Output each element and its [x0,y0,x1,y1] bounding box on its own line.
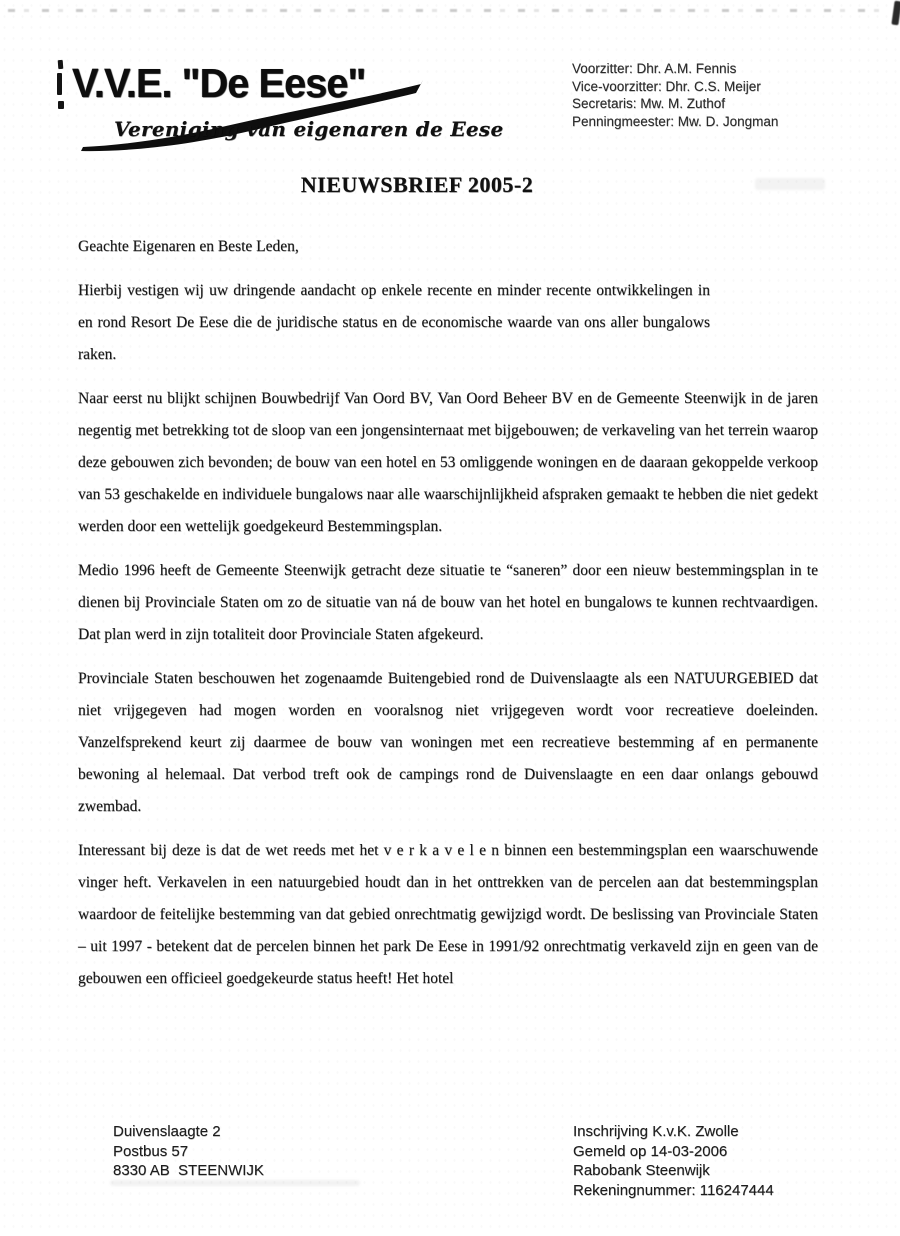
footer-rekeningnummer: Rekeningnummer: 116247444 [573,1181,774,1199]
board-members-block [572,60,778,130]
org-logo-subtitle: Vereniging van eigenaren de Eese [114,117,504,141]
footer-gemeld: Gemeld op 14-03-2006 [573,1142,728,1160]
board-line-vice-voorzitter: Vice-voorzitter: Dhr. C.S. Meijer [572,78,761,94]
board-line-penningmeester: Penningmeester: Mw. D. Jongman [572,113,779,129]
newsletter-title: NIEUWSBRIEF 2005-2 [300,172,534,197]
paragraph-4: Provinciale Staten beschouwen het zogenaamde Buitengebied rond de Duivenslaagte als een NATUURGEBIED dat niet vrijgegeven had mogen worden en vooralsnog niet vrijgegeven wordt voor recreatieve doeleinden. Vanzelfsprekend keurt zij daarmee de bouw van woningen met een recreatieve bestemming af en permanente bewoning al helemaal. Dat verbod treft ook de campings rond de Duivenslaagte en een daar onlangs gebouwd zwembad. [78,670,818,815]
paragraph-2: Naar eerst nu blijkt schijnen Bouwbedrijf Van Oord BV, Van Oord Beheer BV en de Gemeente Steenwijk in de jaren negentig met betrekking tot de sloop van een jongensinternaat met bijgebouwen; de verkaveling van het terrein waarop deze gebouwen zich bevonden; de bouw van een hotel en 53 omliggende woningen en de daaraan gekoppelde verkoop van 53 geschakelde en individuele bungalows naar alle waarschijnlijkheid afspraken gemaakt te hebben die niet gedekt werden door een wettelijk goedgekeurd Bestemmingsplan. [78,390,818,535]
scan-smudge-artifact [110,1180,360,1186]
salutation: Geachte Eigenaren en Beste Leden, [78,238,299,255]
paragraph-1: Hierbij vestigen wij uw dringende aandacht op enkele recente en minder recente ontwikkelingen in en rond Resort De Eese die de juridische status en de economische waarde van ons aller bungalows raken. [78,282,710,363]
scan-edge-artifact [8,9,890,12]
footer-bank: Rabobank Steenwijk [573,1162,710,1179]
footer-street: Duivenslaagte 2 [113,1123,221,1140]
org-logo-title: V.V.E. "De Eese" [72,60,366,106]
paragraph-3: Medio 1996 heeft de Gemeente Steenwijk getracht deze situatie te “saneren” door een nieuw bestemmingsplan in te dienen bij Provinciale Staten om zo de situatie van ná de bouw van het hotel en bungalows te kunnen rechtvaardigen. Dat plan werd in zijn totaliteit door Provinciale Staten afgekeurd. [78,562,818,643]
footer-kvk: Inschrijving K.v.K. Zwolle [573,1123,739,1140]
paragraph-5: Interessant bij deze is dat de wet reeds met het v e r k a v e l e n binnen een bestemmingsplan een waarschuwende vinger heft. Verkavelen in een natuurgebied houdt dan in het onttrekken van de percelen aan dat bestemmingsplan waardoor de feitelijke bestemming van dat gebied onrechtmatig gewijzigd wordt. De beslissing van Provinciale Staten – uit 1997 - betekent dat de percelen binnen het park De Eese in 1991/92 onrechtmatig verkaveld zijn en geen van de gebouwen een officieel goedgekeurde status heeft! Het hotel [78,842,818,987]
footer-postcode-city: 8330 AB STEENWIJK [113,1162,264,1179]
footer-address-block [113,1122,264,1181]
letter-body [78,231,818,1007]
board-line-voorzitter: Voorzitter: Dhr. A.M. Fennis [572,61,737,76]
board-line-secretaris: Secretaris: Mw. M. Zuthof [572,96,726,111]
footer-registration-block [573,1122,774,1200]
footer-postbus: Postbus 57 [113,1142,189,1160]
scan-corner-artifact [891,1,900,26]
